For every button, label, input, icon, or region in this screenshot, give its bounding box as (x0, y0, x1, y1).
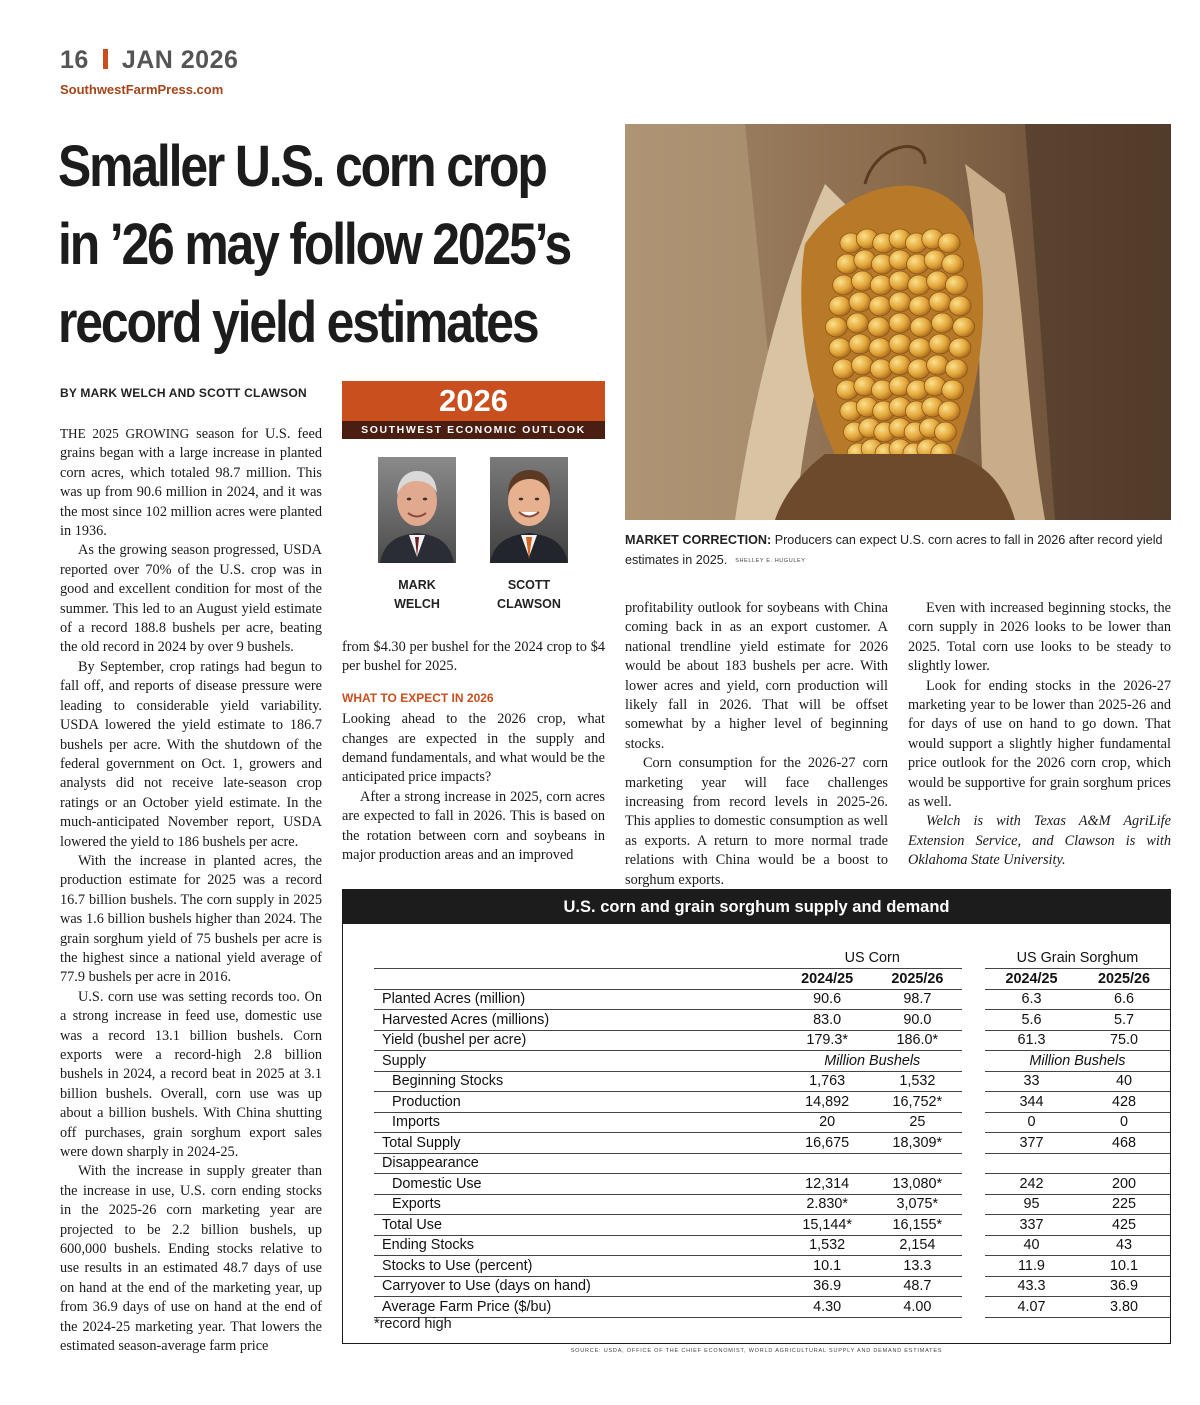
table-cell: 5.7 (1078, 1010, 1170, 1031)
table-cell: 428 (1078, 1092, 1170, 1113)
table-cell: 43 (1078, 1235, 1170, 1256)
table-title: U.S. corn and grain sorghum supply and demand (343, 890, 1170, 924)
table-cell: 90.0 (872, 1010, 962, 1031)
table-row (374, 1194, 1170, 1215)
table-row (374, 1215, 1170, 1236)
table-cell: 3.80 (1078, 1297, 1170, 1318)
group-header-corn: US Corn (782, 948, 962, 969)
table-row (374, 1092, 1170, 1113)
paragraph: Corn consumption for the 2026-27 corn marketing year will face challenges increasing from record levels in 2025-26. This applies to domestic consumption as well as exports. A return to more normal trade relations with China would be a boost to sorghum exports. (625, 755, 888, 888)
unit-label: Million Bushels (985, 1051, 1170, 1072)
table-cell: 25 (872, 1112, 962, 1133)
table-cell: 377 (985, 1133, 1078, 1154)
table-row (374, 1276, 1170, 1297)
page-number: 16 (60, 46, 89, 74)
table-cell: 468 (1078, 1133, 1170, 1154)
paragraph: Look for ending stocks in the 2026-27 marketing year to be lower than 2025-26 and for days of use on hand to go down. That would support a slightly higher fundamental price outlook for the 2026 corn crop, which would be supportive for grain sorghum prices as well. (908, 677, 1171, 811)
row-label: Carryover to Use (days on hand) (374, 1276, 782, 1297)
table-row (374, 1133, 1170, 1154)
paragraph: THE 2025 GROWING season for U.S. feed grains began with a large increase in planted corn acres, which totaled 98.7 million. This was up from 90.6 million in 2024, and it was the most since 102 million acres were planted in 1936. (60, 426, 322, 540)
table-cell: 179.3* (782, 1030, 872, 1051)
table-cell: 33 (985, 1071, 1078, 1092)
article-column-2 (342, 638, 605, 865)
table-cell (782, 1153, 872, 1174)
row-label: Planted Acres (million) (374, 989, 782, 1010)
table-cell (872, 1153, 962, 1174)
table-cell: 186.0* (872, 1030, 962, 1051)
folio-divider (103, 49, 108, 69)
paragraph: With the increase in supply greater than the increase in use, U.S. corn ending stocks in the 2025-26 corn marketing year are projected to be 2.2 billion bushels, up 600,000 bushels. Ending stocks relative to use results in an estimated 48.7 days of use on hand at the end of the marketing year, up from 36.9 days of use on hand at the end of the 2024-25 marketing year. That lowers the estimated season-average farm price (60, 1163, 322, 1355)
table-row (374, 1112, 1170, 1133)
table-row (374, 1256, 1170, 1277)
table-cell: 90.6 (782, 989, 872, 1010)
author-name-welch: MARK WELCH (394, 578, 440, 611)
table-cell: 11.9 (985, 1256, 1078, 1277)
table-cell: 16,752* (872, 1092, 962, 1113)
headline-line-3: record yield estimates (58, 290, 538, 355)
table-cell: 0 (1078, 1112, 1170, 1133)
issue-date: JAN 2026 (121, 46, 239, 74)
page-folio (60, 46, 238, 75)
caption-text: Producers can expect U.S. corn acres to fall in 2026 after record yield estimates in 2025. (625, 533, 1163, 567)
section-subhead: WHAT TO EXPECT IN 2026 (342, 690, 494, 705)
table-cell: 1,532 (872, 1071, 962, 1092)
table-cell: 6.6 (1078, 989, 1170, 1010)
paragraph: With the increase in planted acres, the production estimate for 2025 was a record 16.7 billion bushels. The corn supply in 2025 was 1.6 billion bushels higher than 2024. The grain sorghum yield of 75 bushels per acre is the highest since a national yield average of 77.9 bushels per acre in 2016. (60, 852, 322, 986)
table-cell (1078, 1153, 1170, 1174)
row-label: Production (374, 1092, 782, 1113)
table-cell: 75.0 (1078, 1030, 1170, 1051)
table-cell: 12,314 (782, 1174, 872, 1195)
table-cell: 0 (985, 1112, 1078, 1133)
table-cell: 40 (985, 1235, 1078, 1256)
article-column-1 (60, 424, 322, 1357)
paragraph: After a strong increase in 2025, corn acres are expected to fall in 2026. This is based on the rotation between corn and soybeans in major production areas and an improved (342, 788, 605, 864)
corn-photo (625, 124, 1171, 520)
badge-subtitle: SOUTHWEST ECONOMIC OUTLOOK (342, 421, 605, 439)
table-cell: 2.830* (782, 1194, 872, 1215)
table-row (374, 989, 1170, 1010)
outlook-badge (342, 381, 605, 439)
supply-demand-table (374, 948, 1170, 1318)
photo-caption (625, 531, 1171, 571)
table-cell: 225 (1078, 1194, 1170, 1215)
table-footnote: *record high (374, 1316, 452, 1332)
col-header-year: 2025/26 (1078, 969, 1170, 990)
paragraph: As the growing season progressed, USDA reported over 70% of the U.S. crop was in good and excellent condition for most of the summer. This led to an August yield estimate of a record 188.8 bushels per acre, beating the old record in 2024 by over 9 bushels. (60, 542, 322, 656)
table-cell: 18,309* (872, 1133, 962, 1154)
table-cell: 15,144* (782, 1215, 872, 1236)
row-label: Disappearance (374, 1153, 782, 1174)
headline-line-2: in ’26 may follow 2025’s (58, 212, 571, 277)
lead-in: THE 2025 GROWING (60, 426, 190, 441)
author-photo-clawson (490, 457, 568, 563)
photo-credit: SHELLEY E. HUGULEY (735, 557, 806, 564)
table-cell: 10.1 (1078, 1256, 1170, 1277)
table-cell: 5.6 (985, 1010, 1078, 1031)
table-row (374, 1174, 1170, 1195)
table-cell: 36.9 (1078, 1276, 1170, 1297)
article-column-3 (625, 599, 888, 890)
table-row (374, 1010, 1170, 1031)
row-label: Supply (374, 1051, 782, 1072)
table-cell: 16,155* (872, 1215, 962, 1236)
table-cell: 83.0 (782, 1010, 872, 1031)
row-label: Stocks to Use (percent) (374, 1256, 782, 1277)
table-cell: 98.7 (872, 989, 962, 1010)
table-cell: 4.30 (782, 1297, 872, 1318)
table-cell: 61.3 (985, 1030, 1078, 1051)
table-cell: 337 (985, 1215, 1078, 1236)
paragraph: from $4.30 per bushel for the 2024 crop to $4 per bushel for 2025. (342, 639, 605, 675)
headline-line-1: Smaller U.S. corn crop (58, 134, 546, 199)
table-cell: 13.3 (872, 1256, 962, 1277)
row-label: Imports (374, 1112, 782, 1133)
table-cell: 1,763 (782, 1071, 872, 1092)
table-cell: 48.7 (872, 1276, 962, 1297)
paragraph: Looking ahead to the 2026 crop, what changes are expected in the supply and demand fundamentals, and what would be the anticipated price impacts? (342, 711, 605, 786)
table-row (374, 1051, 1170, 1072)
table-row (374, 1297, 1170, 1318)
table-row (374, 1235, 1170, 1256)
row-label: Domestic Use (374, 1174, 782, 1195)
table-cell: 1,532 (782, 1235, 872, 1256)
row-label: Average Farm Price ($/bu) (374, 1297, 782, 1318)
col-header-year: 2024/25 (782, 969, 872, 990)
article-column-4 (908, 599, 1171, 871)
table-cell: 43.3 (985, 1276, 1078, 1297)
table-cell: 95 (985, 1194, 1078, 1215)
author-photo-welch (378, 457, 456, 563)
table-cell: 344 (985, 1092, 1078, 1113)
byline: BY MARK WELCH AND SCOTT CLAWSON (60, 386, 307, 400)
supply-demand-table-box (342, 889, 1171, 1344)
table-cell: 13,080* (872, 1174, 962, 1195)
table-cell: 10.1 (782, 1256, 872, 1277)
table-row (374, 1030, 1170, 1051)
row-label: Ending Stocks (374, 1235, 782, 1256)
table-cell: 20 (782, 1112, 872, 1133)
col-header-year: 2025/26 (872, 969, 962, 990)
site-name: SouthwestFarmPress.com (60, 82, 224, 97)
unit-label: Million Bushels (782, 1051, 962, 1072)
table-cell: 242 (985, 1174, 1078, 1195)
row-label: Total Supply (374, 1133, 782, 1154)
paragraph: profitability outlook for soybeans with China coming back in as an export customer. A national trendline yield estimate for 2026 would be about 183 bushels per acre. With lower acres and yield, corn production will likely fall in 2026. That will be offset somewhat by a higher level of beginning stocks. (625, 600, 888, 752)
table-cell: 425 (1078, 1215, 1170, 1236)
table-row (374, 1071, 1170, 1092)
table-cell (985, 1153, 1078, 1174)
row-label: Yield (bushel per acre) (374, 1030, 782, 1051)
author-bio: Welch is with Texas A&M AgriLife Extension Service, and Clawson is with Oklahoma State University. (908, 813, 1171, 869)
paragraph: Even with increased beginning stocks, the corn supply in 2026 looks to be lower than 2025. Total corn use looks to be steady to slightly lower. (908, 600, 1171, 675)
table-cell: 4.07 (985, 1297, 1078, 1318)
table-cell: 6.3 (985, 989, 1078, 1010)
headline (58, 128, 571, 362)
paragraph: U.S. corn use was setting records too. On a strong increase in feed use, domestic use was a record 13.1 billion bushels. Corn exports were a record-high 2.8 billion bushels in 2024, a record beat in 2025 at 3.1 billion bushels. Overall, corn use was up about a billion bushels. With China shutting off purchases, grain sorghum export sales were down sharply in 2024-25. (60, 988, 322, 1161)
table-row (374, 1153, 1170, 1174)
table-cell: 16,675 (782, 1133, 872, 1154)
table-cell: 40 (1078, 1071, 1170, 1092)
table-cell: 200 (1078, 1174, 1170, 1195)
table-source: SOURCE: USDA, OFFICE OF THE CHIEF ECONOMIST, WORLD AGRICULTURAL SUPPLY AND DEMAND ESTIMATES (570, 1348, 943, 1354)
row-label: Beginning Stocks (374, 1071, 782, 1092)
row-label: Exports (374, 1194, 782, 1215)
row-label: Harvested Acres (millions) (374, 1010, 782, 1031)
author-name-clawson: SCOTT CLAWSON (497, 578, 561, 611)
table-cell: 4.00 (872, 1297, 962, 1318)
col-header-year: 2024/25 (985, 969, 1078, 990)
row-label: Total Use (374, 1215, 782, 1236)
caption-label: MARKET CORRECTION: (625, 533, 772, 547)
badge-year: 2026 (439, 383, 508, 418)
table-cell: 2,154 (872, 1235, 962, 1256)
paragraph: By September, crop ratings had begun to fall off, and reports of disease pressure were leading to considerable yield variability. USDA lowered the yield estimate to 186.7 bushels per acre. With the shutdown of the federal government on Oct. 1, growers and analysts did not receive late-season crop ratings or an October yield estimate. In the much-anticipated November report, USDA lowered the yield to 186 bushels per acre. (60, 658, 322, 850)
group-header-sorghum: US Grain Sorghum (985, 948, 1170, 969)
table-cell: 36.9 (782, 1276, 872, 1297)
table-cell: 3,075* (872, 1194, 962, 1215)
table-cell: 14,892 (782, 1092, 872, 1113)
